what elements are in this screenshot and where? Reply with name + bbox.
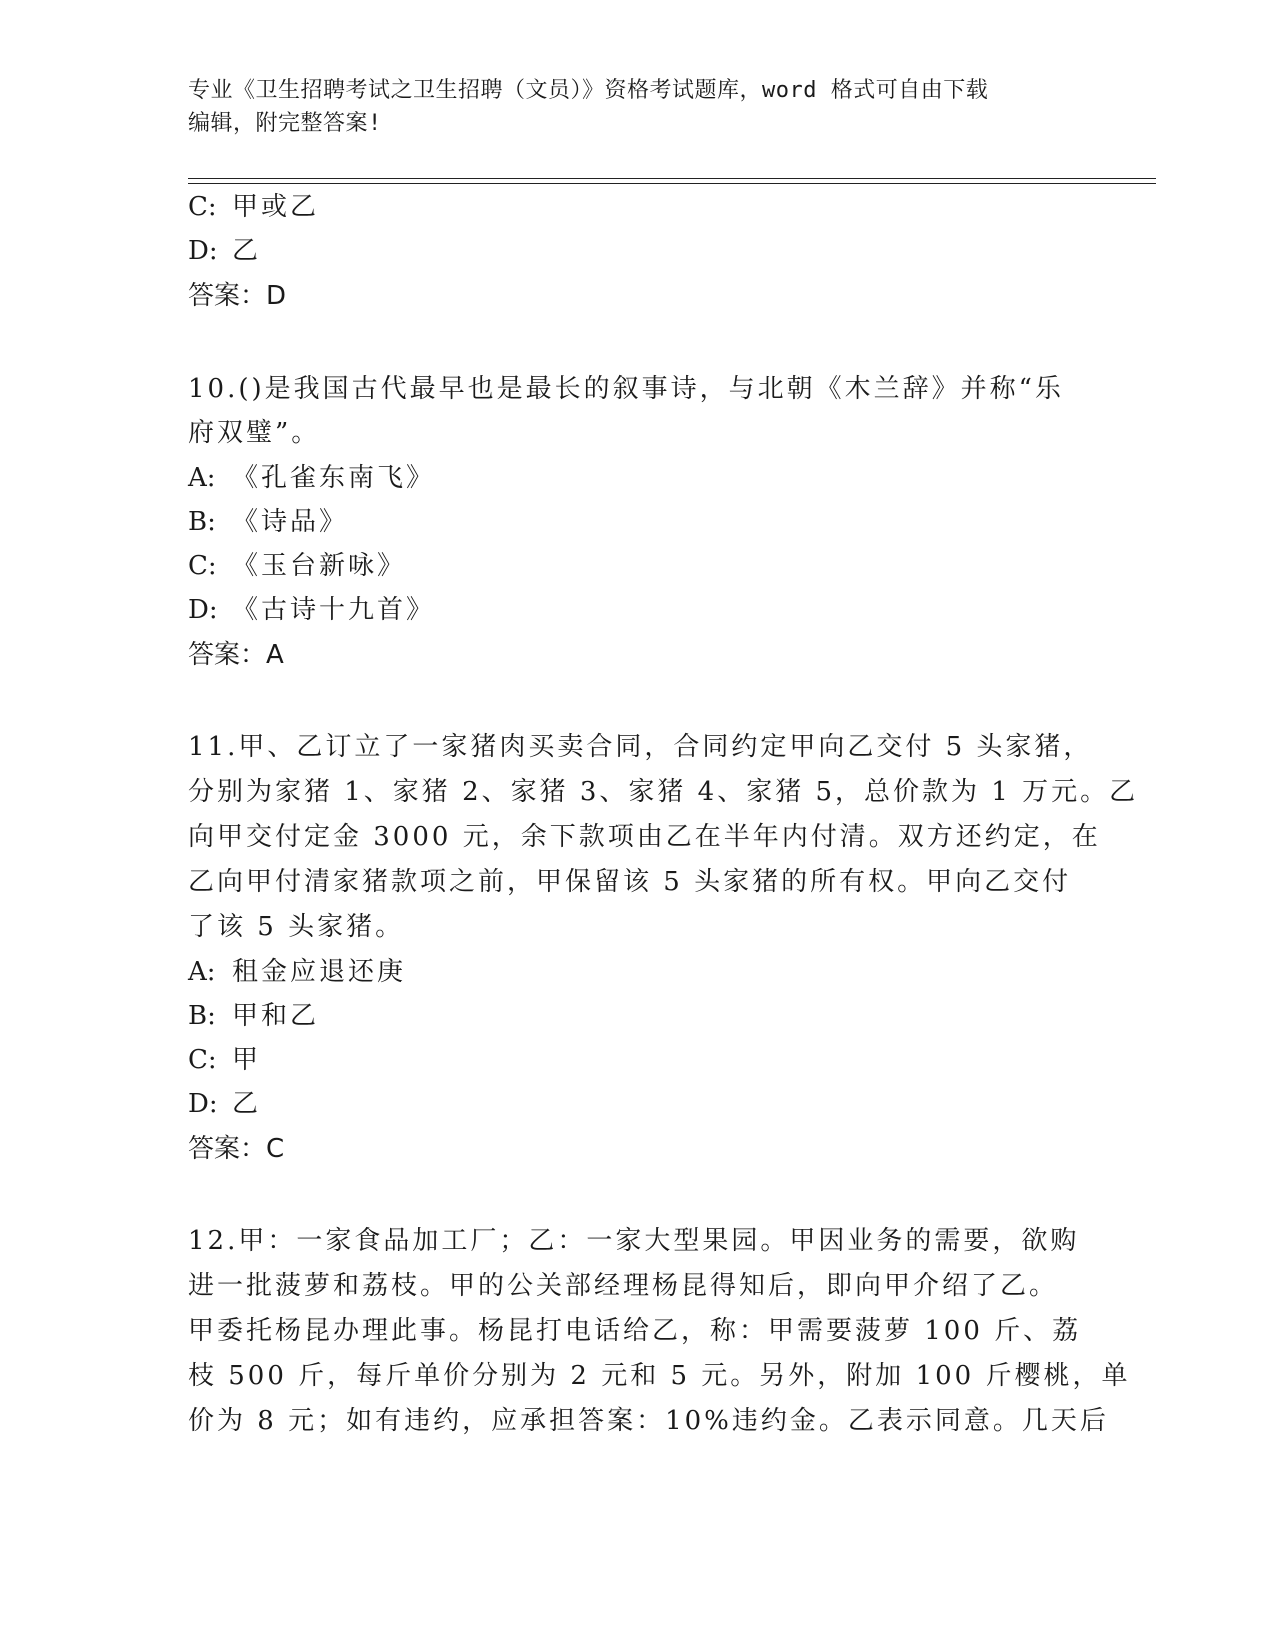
q9-answer: 答案：D <box>188 281 287 311</box>
q10-option-c: C: 《玉台新咏》 <box>188 551 407 581</box>
q11-text-line-2: 分别为家猪 1、家猪 2、家猪 3、家猪 4、家猪 5，总价款为 1 万元。乙 <box>188 777 1139 807</box>
q11-option-b: B: 甲和乙 <box>188 1001 320 1031</box>
q11-option-a: A: 租金应退还庚 <box>188 957 407 987</box>
q12-text-line-3: 甲委托杨昆办理此事。杨昆打电话给乙，称：甲需要菠萝 100 斤、荔 <box>188 1316 1082 1346</box>
q10-option-a: A: 《孔雀东南飞》 <box>188 463 436 493</box>
header-line-1: 专业《卫生招聘考试之卫生招聘（文员）》资格考试题库，word 格式可自由下载 <box>188 78 989 103</box>
header-rule-bottom <box>188 183 1156 184</box>
q11-option-c: C: 甲 <box>188 1045 262 1075</box>
document-header <box>188 74 1088 140</box>
q10-text-line-2: 府双璧”。 <box>188 418 321 448</box>
q11-text-line-4: 乙向甲付清家猪款项之前，甲保留该 5 头家猪的所有权。甲向乙交付 <box>188 867 1072 897</box>
q11-answer: 答案：C <box>188 1134 285 1164</box>
q11-option-d: D: 乙 <box>188 1089 262 1119</box>
header-rule-top <box>188 178 1156 179</box>
q10-answer: 答案：A <box>188 640 284 670</box>
q10-option-b: B: 《诗品》 <box>188 507 349 537</box>
q9-option-c: C: 甲或乙 <box>188 192 320 222</box>
q10-option-d: D: 《古诗十九首》 <box>188 595 436 625</box>
q11-text-line-5: 了该 5 头家猪。 <box>188 912 405 942</box>
q11-text-line-3: 向甲交付定金 3000 元，余下款项由乙在半年内付清。双方还约定，在 <box>188 822 1101 852</box>
header-line-2: 编辑，附完整答案! <box>188 111 382 136</box>
q12-text-line-1: 12.甲：一家食品加工厂；乙：一家大型果园。甲因业务的需要，欲购 <box>188 1226 1080 1256</box>
q11-text-line-1: 11.甲、乙订立了一家猪肉买卖合同，合同约定甲向乙交付 5 头家猪， <box>188 732 1093 762</box>
q9-option-d: D: 乙 <box>188 236 262 266</box>
q10-text-line-1: 10.()是我国古代最早也是最长的叙事诗，与北朝《木兰辞》并称“乐 <box>188 374 1064 404</box>
q12-text-line-2: 进一批菠萝和荔枝。甲的公关部经理杨昆得知后，即向甲介绍了乙。 <box>188 1271 1059 1301</box>
q12-text-line-5: 价为 8 元；如有违约，应承担答案：10%违约金。乙表示同意。几天后 <box>188 1406 1109 1436</box>
q12-text-line-4: 枝 500 斤，每斤单价分别为 2 元和 5 元。另外，附加 100 斤樱桃，单 <box>188 1361 1131 1391</box>
